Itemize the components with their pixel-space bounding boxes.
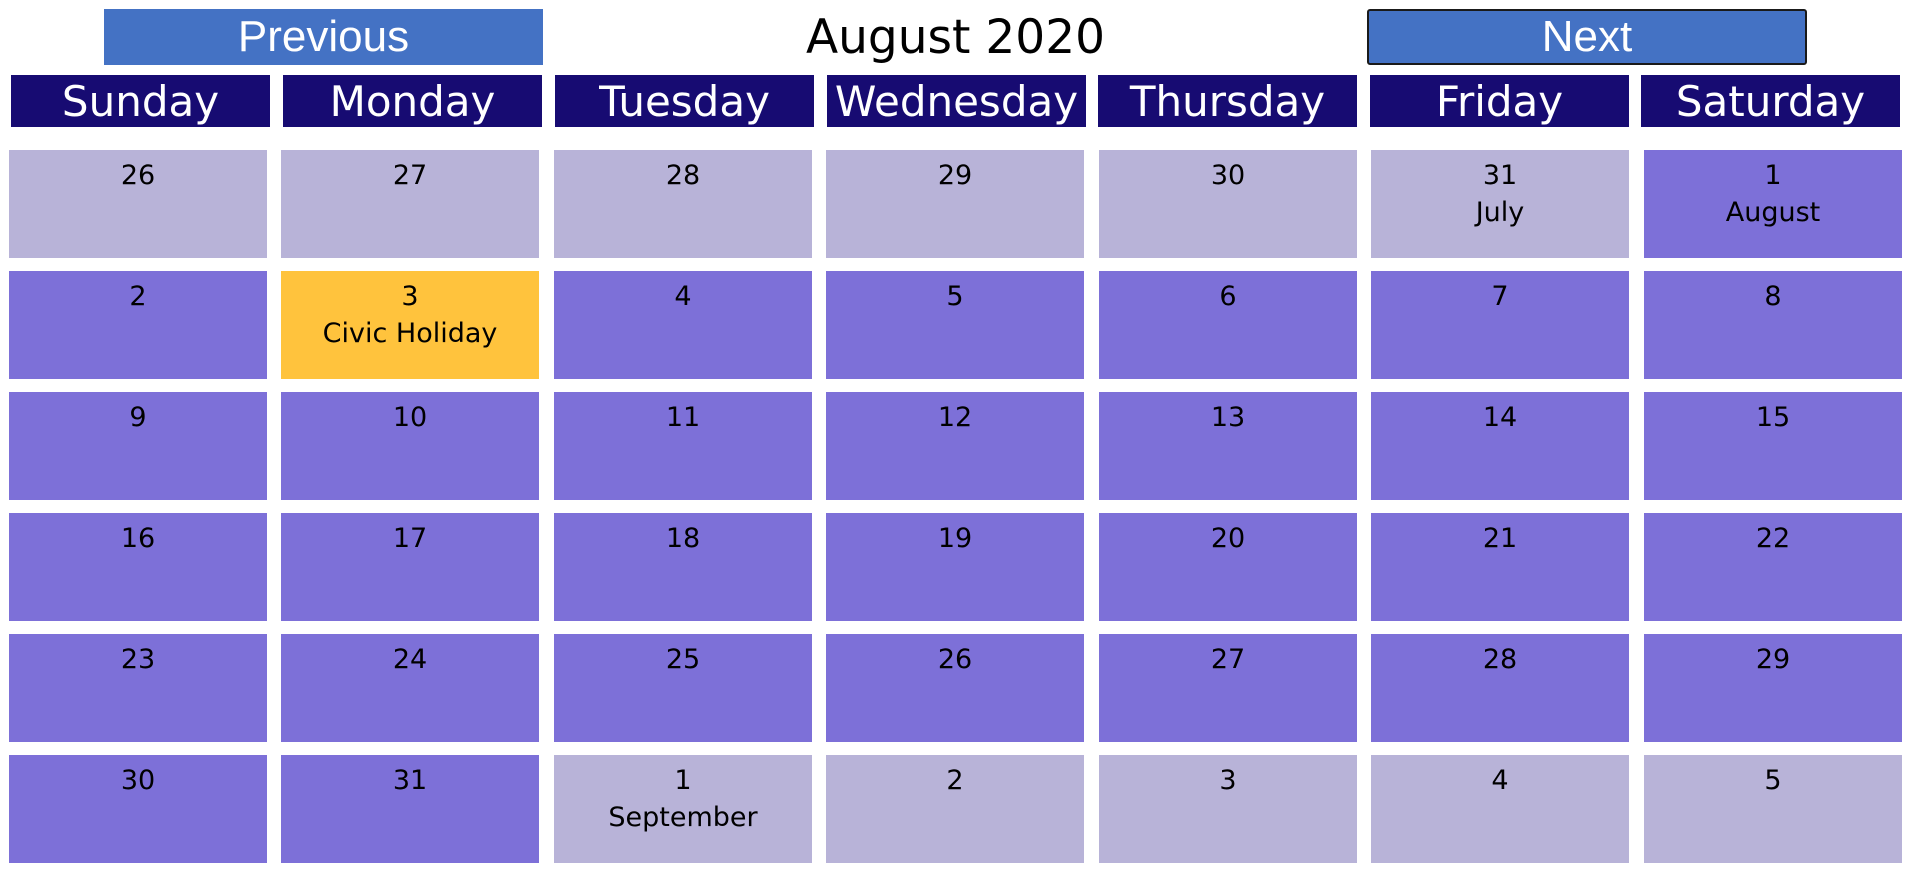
day-cell[interactable]	[1099, 755, 1357, 863]
day-cell[interactable]	[1099, 392, 1357, 500]
day-number: 24	[392, 644, 428, 675]
day-cell[interactable]	[826, 755, 1084, 863]
day-cell[interactable]	[554, 634, 812, 742]
day-cell[interactable]	[9, 150, 267, 258]
day-cell[interactable]	[1644, 271, 1902, 379]
day-number: 17	[392, 523, 428, 554]
day-cell[interactable]	[1371, 755, 1629, 863]
month-label: August	[1725, 197, 1821, 228]
day-number: 1	[1764, 160, 1782, 191]
next-button[interactable]: Next	[1367, 9, 1807, 65]
day-number: 14	[1482, 402, 1518, 433]
day-number: 8	[1764, 281, 1782, 312]
day-cell[interactable]	[554, 513, 812, 621]
day-number: 15	[1755, 402, 1791, 433]
day-cell[interactable]	[826, 513, 1084, 621]
weekday-header-wednesday: Wednesday	[827, 75, 1086, 127]
day-cell[interactable]	[554, 755, 812, 863]
day-number: 30	[1210, 160, 1246, 191]
day-cell[interactable]	[1099, 513, 1357, 621]
day-cell[interactable]	[826, 150, 1084, 258]
day-cell[interactable]	[1371, 150, 1629, 258]
day-number: 27	[392, 160, 428, 191]
day-cell[interactable]	[281, 755, 539, 863]
day-number: 31	[392, 765, 428, 796]
day-number: 5	[1764, 765, 1782, 796]
weekday-header-saturday: Saturday	[1641, 75, 1900, 127]
day-number: 9	[129, 402, 147, 433]
day-cell[interactable]	[281, 513, 539, 621]
day-number: 11	[665, 402, 701, 433]
holiday-label: Civic Holiday	[322, 318, 498, 349]
day-number: 23	[120, 644, 156, 675]
day-cell[interactable]	[281, 634, 539, 742]
day-cell[interactable]	[1099, 634, 1357, 742]
day-cell[interactable]	[826, 634, 1084, 742]
weekday-header-monday: Monday	[283, 75, 542, 127]
day-number: 2	[946, 765, 964, 796]
day-number: 26	[120, 160, 156, 191]
day-number: 18	[665, 523, 701, 554]
day-number: 20	[1210, 523, 1246, 554]
day-number: 3	[401, 281, 419, 312]
day-number: 28	[665, 160, 701, 191]
day-number: 12	[937, 402, 973, 433]
month-label: September	[608, 802, 758, 833]
day-number: 22	[1755, 523, 1791, 554]
day-number: 2	[129, 281, 147, 312]
day-number: 19	[937, 523, 973, 554]
day-cell[interactable]	[9, 755, 267, 863]
day-number: 7	[1491, 281, 1509, 312]
day-cell[interactable]	[826, 271, 1084, 379]
day-cell[interactable]	[1644, 150, 1902, 258]
day-cell[interactable]	[281, 150, 539, 258]
day-cell[interactable]	[1371, 271, 1629, 379]
day-cell[interactable]	[554, 150, 812, 258]
day-cell[interactable]	[1644, 755, 1902, 863]
day-cell[interactable]	[1099, 150, 1357, 258]
day-cell[interactable]	[9, 271, 267, 379]
day-number: 13	[1210, 402, 1246, 433]
day-number: 1	[674, 765, 692, 796]
day-cell[interactable]	[1371, 634, 1629, 742]
weekday-header-thursday: Thursday	[1098, 75, 1357, 127]
weekday-header-friday: Friday	[1370, 75, 1629, 127]
day-number: 27	[1210, 644, 1246, 675]
day-cell[interactable]	[1371, 513, 1629, 621]
day-number: 3	[1219, 765, 1237, 796]
weekday-header-tuesday: Tuesday	[555, 75, 814, 127]
day-number: 28	[1482, 644, 1518, 675]
day-number: 4	[674, 281, 692, 312]
day-cell[interactable]	[9, 513, 267, 621]
day-number: 5	[946, 281, 964, 312]
day-cell[interactable]	[554, 271, 812, 379]
day-number: 31	[1482, 160, 1518, 191]
day-number: 29	[1755, 644, 1791, 675]
day-cell[interactable]	[1371, 392, 1629, 500]
month-title: August 2020	[805, 9, 1106, 65]
day-cell[interactable]	[1099, 271, 1357, 379]
day-number: 29	[937, 160, 973, 191]
day-cell[interactable]	[1644, 392, 1902, 500]
day-number: 21	[1482, 523, 1518, 554]
previous-button[interactable]: Previous	[104, 9, 543, 65]
day-cell[interactable]	[826, 392, 1084, 500]
day-number: 26	[937, 644, 973, 675]
day-number: 10	[392, 402, 428, 433]
month-label: July	[1475, 197, 1525, 228]
day-number: 4	[1491, 765, 1509, 796]
day-cell-holiday[interactable]	[281, 271, 539, 379]
day-cell[interactable]	[281, 392, 539, 500]
day-number: 16	[120, 523, 156, 554]
day-number: 6	[1219, 281, 1237, 312]
weekday-header-sunday: Sunday	[11, 75, 270, 127]
day-cell[interactable]	[9, 392, 267, 500]
day-cell[interactable]	[554, 392, 812, 500]
day-number: 25	[665, 644, 701, 675]
day-cell[interactable]	[1644, 513, 1902, 621]
day-cell[interactable]	[1644, 634, 1902, 742]
day-cell[interactable]	[9, 634, 267, 742]
day-number: 30	[120, 765, 156, 796]
